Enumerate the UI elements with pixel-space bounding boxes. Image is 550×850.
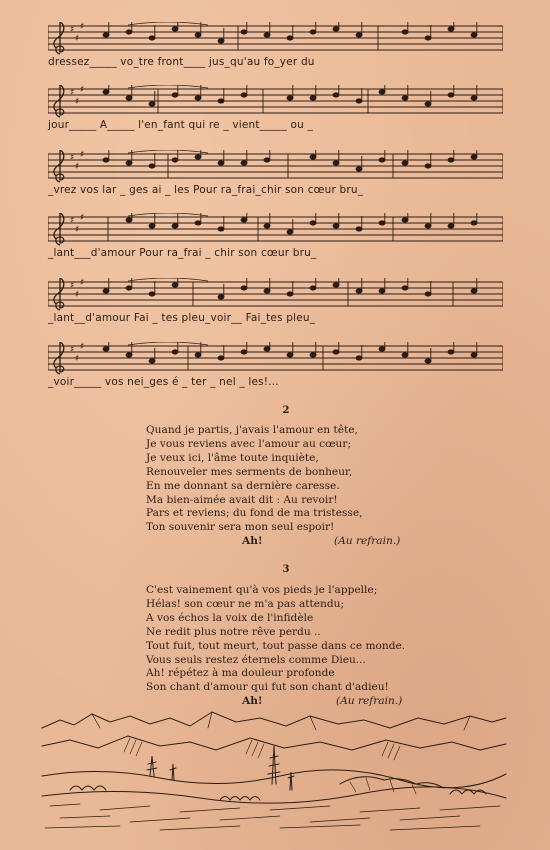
note-head	[448, 93, 454, 97]
sharp-icon: ♯	[80, 85, 85, 95]
verse-2-line: En me donnant sa dernière caresse.	[146, 479, 340, 492]
note-head	[402, 96, 408, 100]
music-system-1	[48, 22, 503, 78]
note-head	[310, 286, 316, 290]
music-system-6	[48, 342, 503, 398]
note-head	[218, 356, 224, 360]
note-head	[172, 283, 178, 287]
slur	[128, 278, 208, 281]
lyric-line-6: _voir_____ vos nei_ges é _ ter _ nel _ les!...	[48, 376, 279, 388]
note-head	[310, 30, 316, 34]
note-head	[195, 96, 201, 100]
note-head	[333, 27, 339, 31]
note-head	[471, 353, 477, 357]
verse-3-line: C'est vainement qu'à vos pieds je l'appelle;	[146, 584, 378, 596]
music-system-2	[48, 85, 503, 141]
note-head	[195, 155, 201, 159]
note-head	[402, 30, 408, 34]
note-head	[149, 359, 155, 363]
verse-3-line: Hélas! son cœur ne m'a pas attendu;	[146, 597, 345, 610]
note-head	[241, 161, 247, 165]
note-head	[310, 221, 316, 225]
note-head	[149, 36, 155, 40]
note-head	[126, 161, 132, 165]
notes	[103, 150, 477, 171]
staff-lines	[48, 22, 503, 54]
sharp-icon: ♯	[75, 97, 80, 107]
note-head	[379, 347, 385, 351]
note-head	[218, 295, 224, 299]
verse-3-line: Son chant d'amour qui fut son chant d'adieu!	[146, 681, 389, 694]
note-head	[333, 350, 339, 354]
note-head	[172, 158, 178, 162]
sharp-icon: ♯	[80, 278, 85, 288]
note-head	[241, 93, 247, 97]
verse-3-refrain: (Au refrain.)	[336, 695, 403, 708]
sharp-icon: ♯	[80, 213, 85, 223]
verse-3-line: Vous seuls restez éternels comme Dieu...	[146, 653, 366, 666]
note-head	[471, 155, 477, 159]
note-head	[103, 289, 109, 293]
notes	[103, 342, 477, 363]
note-head	[379, 289, 385, 293]
note-head	[103, 90, 109, 94]
note-head	[379, 90, 385, 94]
music-system-4	[48, 213, 503, 269]
slur	[128, 22, 208, 25]
note-head	[379, 158, 385, 162]
verse-3-ah: Ah!	[242, 695, 263, 708]
note-head	[471, 289, 477, 293]
note-head	[218, 39, 224, 43]
note-head	[149, 164, 155, 168]
note-head	[356, 167, 362, 171]
note-head	[172, 350, 178, 354]
sharp-icon: ♯	[75, 225, 80, 235]
note-head	[356, 99, 362, 103]
notes	[103, 278, 477, 299]
sharp-icon: ♯	[70, 88, 75, 98]
note-head	[264, 33, 270, 37]
sharp-icon: ♯	[70, 345, 75, 355]
verse-3	[146, 584, 446, 709]
note-head	[402, 218, 408, 222]
verse-3-line: A vos échos la voix de l'infidèle	[146, 611, 314, 624]
slur	[128, 85, 208, 88]
verse-2-line: Renouveler mes serments de bonheur,	[146, 465, 353, 478]
lyric-line-3: _vrez vos lar _ ges ai _ les Pour ra_frai_chir son cœur bru_	[48, 184, 364, 196]
note-head	[218, 161, 224, 165]
note-head	[126, 353, 132, 357]
notes	[103, 85, 477, 106]
note-head	[471, 221, 477, 225]
note-head	[356, 356, 362, 360]
note-head	[425, 224, 431, 228]
verse-2-line: Quand je partis, j'avais l'amour en tête,	[146, 424, 358, 436]
verse-2-line: Ma bien-aimée avait dit : Au revoir!	[146, 493, 338, 506]
verse-3-line: Tout fuit, tout meurt, tout passe dans ce monde.	[146, 639, 406, 652]
music-system-5	[48, 278, 503, 334]
sharp-icon: ♯	[70, 216, 75, 226]
verse-2-number: 2	[282, 405, 290, 416]
staff-2	[48, 85, 503, 119]
note-head	[126, 30, 132, 34]
sharp-icon: ♯	[75, 354, 80, 364]
note-head	[402, 161, 408, 165]
note-head	[172, 93, 178, 97]
verse-2-line: Je vous reviens avec l'amour au cœur;	[146, 437, 352, 450]
staff-5	[48, 278, 503, 312]
slur	[128, 150, 208, 153]
sharp-icon: ♯	[75, 34, 80, 44]
note-head	[471, 33, 477, 37]
note-head	[471, 96, 477, 100]
note-head	[356, 33, 362, 37]
note-head	[356, 289, 362, 293]
note-head	[195, 33, 201, 37]
staff-3	[48, 150, 503, 184]
slur	[128, 213, 208, 216]
mountain-landscape-engraving	[40, 706, 508, 832]
note-head	[448, 224, 454, 228]
note-head	[241, 350, 247, 354]
note-head	[149, 292, 155, 296]
verse-2-line: Je veux ici, l'âme toute inquiète,	[146, 451, 319, 464]
note-head	[425, 102, 431, 106]
note-head	[218, 99, 224, 103]
note-head	[425, 36, 431, 40]
staff-1	[48, 22, 503, 56]
note-head	[425, 164, 431, 168]
sharp-icon: ♯	[80, 342, 85, 352]
verse-3-number: 3	[282, 564, 290, 575]
note-head	[310, 96, 316, 100]
note-head	[126, 218, 132, 222]
note-head	[425, 359, 431, 363]
note-head	[264, 224, 270, 228]
sharp-icon: ♯	[70, 25, 75, 35]
note-head	[287, 96, 293, 100]
note-head	[126, 96, 132, 100]
note-head	[172, 224, 178, 228]
sharp-icon: ♯	[80, 150, 85, 160]
note-head	[264, 158, 270, 162]
verse-2-refrain-line	[146, 535, 446, 549]
note-head	[379, 221, 385, 225]
staff-4	[48, 213, 503, 247]
staff-lines	[48, 150, 503, 182]
note-head	[402, 286, 408, 290]
note-head	[103, 33, 109, 37]
note-head	[310, 353, 316, 357]
note-head	[448, 27, 454, 31]
note-head	[402, 353, 408, 357]
verse-2	[146, 424, 446, 549]
note-head	[241, 218, 247, 222]
lyric-line-5: _lant__d'amour Fai _ tes pleu_voir__ Fai_tes pleu_	[48, 312, 316, 324]
note-head	[103, 158, 109, 162]
sharp-icon: ♯	[75, 290, 80, 300]
slur	[128, 342, 208, 345]
note-head	[149, 224, 155, 228]
note-head	[333, 283, 339, 287]
note-head	[195, 221, 201, 225]
music-system-3	[48, 150, 503, 206]
lyric-line-1: dressez_____ vo_tre front____ jus_qu'au fo_yer du	[48, 56, 315, 68]
verse-2-ah: Ah!	[242, 535, 263, 548]
verse-2-line: Pars et reviens; du fond de ma tristesse,	[146, 507, 363, 520]
sharp-icon: ♯	[80, 22, 85, 32]
note-head	[241, 286, 247, 290]
verse-2-refrain: (Au refrain.)	[334, 535, 401, 548]
notes	[103, 22, 477, 43]
notes	[126, 213, 477, 234]
note-head	[333, 93, 339, 97]
staff-lines	[48, 213, 503, 245]
note-head	[195, 353, 201, 357]
note-head	[333, 224, 339, 228]
note-head	[333, 161, 339, 165]
lyric-line-2: jour_____ A_____ l'en_fant qui re _ vient_____ ou _	[48, 119, 313, 131]
note-head	[126, 286, 132, 290]
staff-lines	[48, 85, 503, 117]
staff-lines	[48, 278, 503, 310]
staff-lines	[48, 342, 503, 374]
note-head	[172, 27, 178, 31]
note-head	[356, 227, 362, 231]
staff-6	[48, 342, 503, 376]
note-head	[425, 292, 431, 296]
verse-3-line: Ah! répétez à ma douleur profonde	[146, 667, 335, 680]
note-head	[448, 158, 454, 162]
verse-3-line: Ne redit plus notre rêve perdu ..	[146, 625, 321, 638]
note-head	[149, 102, 155, 106]
note-head	[310, 155, 316, 159]
note-head	[287, 292, 293, 296]
note-head	[218, 227, 224, 231]
lyric-line-4: _lant___d'amour Pour ra_frai _ chir son cœur bru_	[48, 247, 317, 259]
sharp-icon: ♯	[70, 153, 75, 163]
verse-2-line: Ton souvenir sera mon seul espoir!	[146, 521, 335, 534]
note-head	[264, 289, 270, 293]
note-head	[103, 347, 109, 351]
note-head	[287, 353, 293, 357]
sharp-icon: ♯	[75, 162, 80, 172]
note-head	[264, 347, 270, 351]
note-head	[287, 230, 293, 234]
sharp-icon: ♯	[70, 281, 75, 291]
note-head	[241, 30, 247, 34]
note-head	[448, 350, 454, 354]
note-head	[287, 36, 293, 40]
